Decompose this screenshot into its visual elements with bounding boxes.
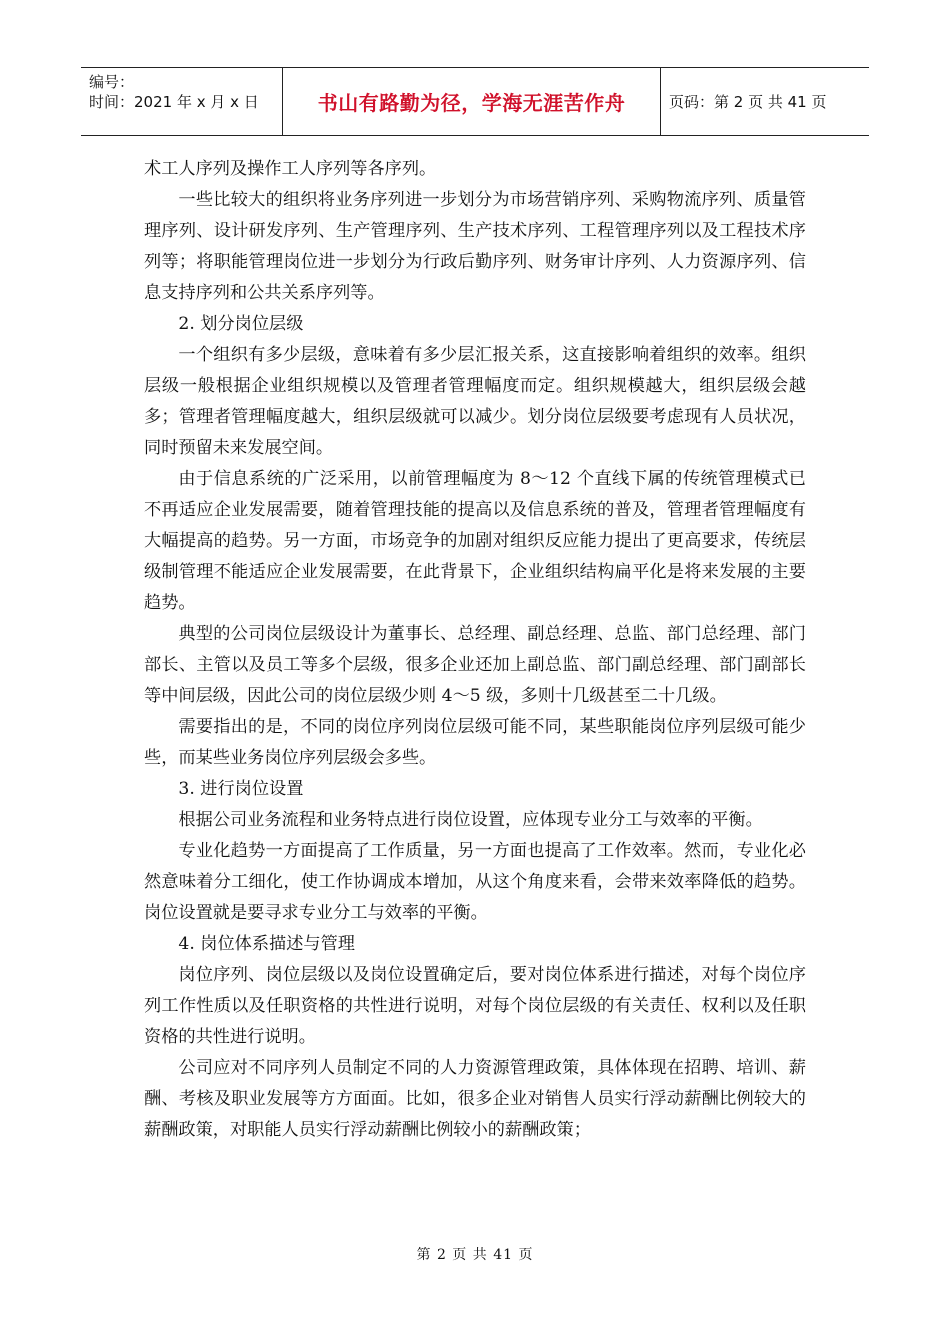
paragraph: 由于信息系统的广泛采用，以前管理幅度为 8～12 个直线下属的传统管理模式已不再适应企业发展需要，随着管理技能的提高以及信息系统的普及，管理者管理幅度有大幅提高的趋势。另一方面，市场竞争的加剧对组织反应能力提出了更高要求，传统层级制管理不能适应企业发展需要，在此背景下，企业组织结构扁平化是将来发展的主要趋势。 [144, 469, 806, 613]
paragraph: 术工人序列及操作工人序列等各序列。 [144, 159, 437, 179]
paragraph: 根据公司业务流程和业务特点进行岗位设置，应体现专业分工与效率的平衡。 [178, 810, 763, 830]
section-heading: 2. 划分岗位层级 [178, 314, 304, 334]
paragraph: 一个组织有多少层级，意味着有多少层汇报关系，这直接影响着组织的效率。组织层级一般根据企业组织规模以及管理者管理幅度而定。组织规模越大，组织层级会越多；管理者管理幅度越大，组织层级就可以减少。划分岗位层级要考虑现有人员状况，同时预留未来发展空间。 [144, 345, 806, 458]
section-heading: 3. 进行岗位设置 [178, 779, 304, 799]
header-motto: 书山有路勤为径，学海无涯苦作舟 [283, 68, 661, 135]
paragraph: 专业化趋势一方面提高了工作质量，另一方面也提高了工作效率。然而，专业化必然意味着分工细化，使工作协调成本增加，从这个角度来看，会带来效率降低的趋势。岗位设置就是要寻求专业分工与效率的平衡。 [144, 841, 806, 923]
header-page-info: 页码：第 2 页 共 41 页 [669, 93, 827, 111]
header-meta [81, 68, 283, 135]
section-heading: 4. 岗位体系描述与管理 [178, 934, 355, 954]
page-header [81, 67, 869, 136]
date-label: 时间：2021 年 x 月 x 日 [89, 93, 259, 111]
paragraph: 需要指出的是，不同的岗位序列岗位层级可能不同，某些职能岗位序列层级可能少些，而某些业务岗位序列层级会多些。 [144, 717, 806, 768]
document-body [144, 154, 806, 1146]
paragraph: 典型的公司岗位层级设计为董事长、总经理、副总经理、总监、部门总经理、部门部长、主管以及员工等多个层级，很多企业还加上副总监、部门副总经理、部门副部长等中间层级，因此公司的岗位层级少则 4～5 级，多则十几级甚至二十几级。 [144, 624, 806, 706]
number-label: 编号： [89, 73, 135, 91]
page-footer: 第 2 页 共 41 页 [416, 1247, 534, 1263]
paragraph: 公司应对不同序列人员制定不同的人力资源管理政策，具体体现在招聘、培训、薪酬、考核及职业发展等方方面面。比如，很多企业对销售人员实行浮动薪酬比例较大的薪酬政策，对职能人员实行浮动薪酬比例较小的薪酬政策； [144, 1058, 806, 1140]
paragraph: 岗位序列、岗位层级以及岗位设置确定后，要对岗位体系进行描述，对每个岗位序列工作性质以及任职资格的共性进行说明，对每个岗位层级的有关责任、权利以及任职资格的共性进行说明。 [144, 965, 806, 1047]
paragraph: 一些比较大的组织将业务序列进一步划分为市场营销序列、采购物流序列、质量管理序列、设计研发序列、生产管理序列、生产技术序列、工程管理序列以及工程技术序列等；将职能管理岗位进一步划分为行政后勤序列、财务审计序列、人力资源序列、信息支持序列和公共关系序列等。 [144, 190, 806, 303]
